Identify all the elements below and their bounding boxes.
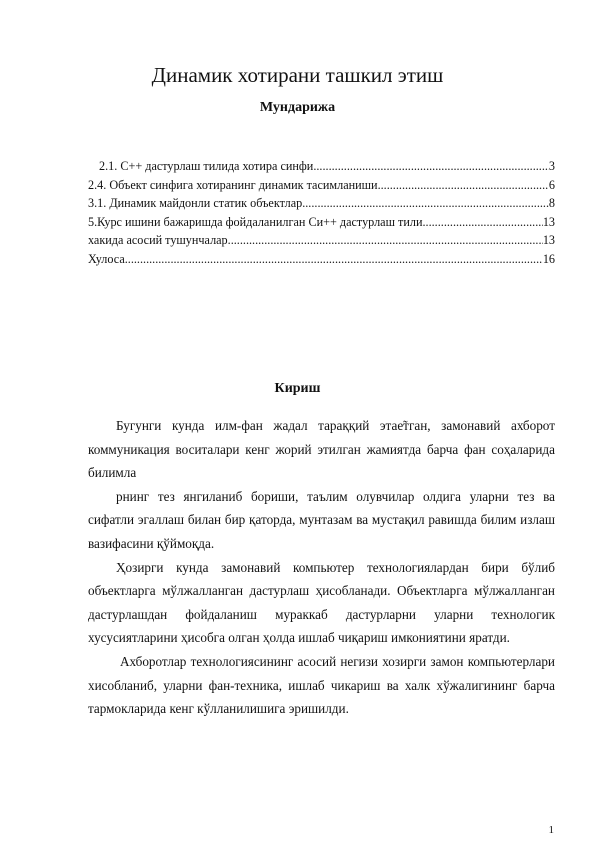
toc-leader-dots [228,231,543,250]
toc-entry-text: Хулоса [88,251,125,266]
toc-entry[interactable] [88,231,555,250]
toc-entry-page: 8 [548,196,555,211]
toc-heading: Мундарижа [259,100,336,115]
toc-entry-page: 16 [542,251,555,266]
intro-body [88,414,555,721]
toc-entry-text: 2.4. Объект синфига хотиранинг динамик тасимланиши [88,177,378,192]
table-of-contents [88,157,555,269]
document-title: Динамик хотирани ташкил этиш [151,63,444,87]
intro-paragraph: Ҳозирги кунда замонавий компьютер технологиялардан бири бўлиб объектларга мўлжалланган дастурлаш ҳисобланади. Объектларга мўлжалланган дастурлашдан фойдаланиш мураккаб дастурларни уларни технологик хусусиятларини ҳисобга олган ҳолда ишлаб чиқариш имкониятини яратди. [88,559,555,646]
toc-leader-dots [313,157,549,176]
toc-entry[interactable] [88,250,555,269]
toc-entry[interactable] [88,213,555,232]
toc-entry-text: 2.1. C++ дастурлаш тилида хотира синфи [99,159,314,173]
toc-entry-page: 3 [548,159,555,173]
toc-leader-dots [378,176,549,195]
toc-entry-page: 6 [548,177,555,192]
toc-leader-dots [422,213,542,232]
toc-entry[interactable] [88,194,555,213]
toc-leader-dots [302,194,549,213]
toc-entry[interactable] [88,176,555,195]
toc-entry-page: 13 [542,233,555,248]
intro-paragraph: рнинг тез янгиланиб бориши, таълим олувчилар олдига уларни тез ва сифатли эгаллаш билан бир қаторда, мунтазам ва мустақил равишда билим излаш вазифасини қўймоқда. [88,488,555,551]
page-number: 1 [548,824,554,836]
toc-entry[interactable] [88,157,555,176]
toc-entry-text: 3.1. Динамик майдонли статик объектлар [88,196,303,211]
toc-entry-page: 13 [542,214,555,229]
toc-entry-text: 5.Курс ишини бажаришда фойдаланилган Си++ дастурлаш тили [88,214,423,229]
toc-leader-dots [125,250,543,269]
intro-heading: Кириш [274,381,321,396]
intro-paragraph: Бугунги кунда илм-фан жадал тараққий этае̃тган, замонавий ахборот коммуникация воситалари кенг жорий этилган жамиятда барча фан соҳаларида билимла [88,418,555,481]
intro-paragraph: Ахборотлар технологиясининг асосий негизи хозирги замон компьютерлари хисобланиб, уларни фан-техника, ишлаб чикариш ва халк хўжалигининг барча тармокларида кенг кўлланилишига эришилди. [88,653,555,717]
toc-entry-text: хакида асосий тушунчалар [88,233,228,248]
